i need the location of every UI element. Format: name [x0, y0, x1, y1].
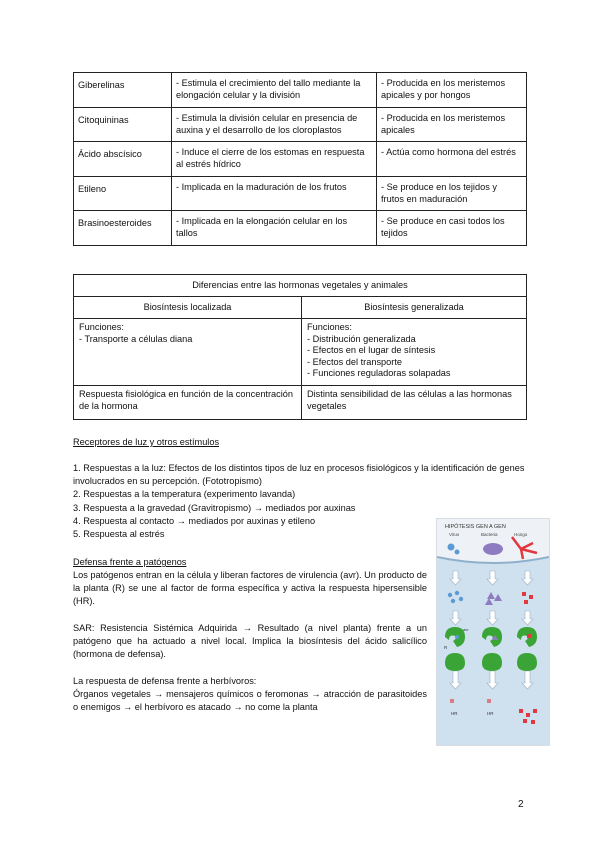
herbivore-text: Órganos vegetales → mensajeros químicos o feromonas → atracción de parasitoides o enemigos → el herbívoro es atacado → no come la planta — [73, 689, 427, 713]
hormone-origin: - Actúa como hormona del estrés — [377, 142, 527, 177]
r-label: R — [444, 645, 448, 650]
receptor-item: 5. Respuesta al estrés — [73, 529, 165, 540]
hormone-row — [74, 142, 527, 177]
hormone-function: - Estimula el crecimiento del tallo mediante la elongación celular y la división — [172, 73, 377, 108]
gene-for-gene-figure — [436, 518, 550, 746]
function-item: - Distribución generalizada — [307, 333, 416, 344]
comparison-title: Diferencias entre las hormonas vegetales y animales — [74, 275, 527, 297]
defense-paragraph: Los patógenos entran en la célula y liberan factores de virulencia (avr). Un producto de la planta (R) se une al factor de forma específica y activa la respuesta hipersensible (HR). — [73, 570, 427, 607]
page-number: 2 — [518, 799, 524, 810]
herbivore-heading: La respuesta de defensa frente a herbívoros: — [73, 676, 257, 686]
label-virus: Virus — [449, 532, 460, 537]
left-functions-label: Funciones: — [79, 322, 124, 332]
hormone-row — [74, 176, 527, 211]
hormone-origin: - Se produce en los tejidos y frutos en maduración — [377, 176, 527, 211]
function-item: - Transporte a células diana — [79, 333, 193, 344]
label-bacteria: Bacteria — [481, 532, 498, 537]
left-header: Biosíntesis localizada — [74, 297, 302, 319]
hormones-table — [73, 72, 527, 246]
hormone-function: - Implicada en la maduración de los frutos — [172, 176, 377, 211]
bacteria-icon — [483, 543, 503, 555]
hr-label-1: HR — [451, 711, 458, 716]
hormone-row — [74, 73, 527, 108]
left-functions-cell — [74, 319, 302, 386]
hormone-row — [74, 211, 527, 246]
figure-title: HIPÓTESIS GEN A GEN — [445, 524, 506, 530]
hormone-name: Ácido abscísico — [74, 142, 172, 177]
cell-cytoplasm — [437, 557, 549, 745]
right-functions-label: Funciones: — [307, 322, 352, 332]
avr-label: avr — [463, 627, 469, 632]
hormone-name: Giberelinas — [74, 73, 172, 108]
hormone-function: - Induce el cierre de los estomas en respuesta al estrés hídrico — [172, 142, 377, 177]
receptors-heading: Receptores de luz y otros estímulos — [73, 437, 220, 447]
hormone-origin: - Se produce en casi todos los tejidos — [377, 211, 527, 246]
function-item: - Efectos del transporte — [307, 356, 402, 367]
hormone-name: Etileno — [74, 176, 172, 211]
hormone-origin: - Producida en los meristemos apicales — [377, 107, 527, 142]
sar-paragraph: SAR: Resistencia Sistémica Adquirida → Resultado (a nivel planta) frente a un patógeno que ha actuado a nivel local. Implica la biosíntesis del ácido salicílico (hormona de defensa). — [73, 623, 427, 660]
receptor-item: 1. Respuestas a la luz: Efectos de los distintos tipos de luz en procesos fisiológicos y la identificación de genes involucrados en su percepción. (Fototropismo) — [73, 463, 525, 487]
hormone-name: Brasinoesteroides — [74, 211, 172, 246]
function-item: - Funciones reguladoras solapadas — [307, 368, 451, 378]
gene-for-gene-diagram — [437, 519, 549, 745]
function-item: - Efectos en el lugar de síntesis — [307, 345, 436, 355]
hormone-function: - Implicada en la elongación celular en los tallos — [172, 211, 377, 246]
hormone-origin: - Producida en los meristemos apicales y por hongos — [377, 73, 527, 108]
right-response: Distinta sensibilidad de las células a las hormonas vegetales — [302, 386, 527, 420]
hr-label-2: HR — [487, 711, 494, 716]
receptor-item: 2. Respuestas a la temperatura (experimento lavanda) — [73, 489, 296, 500]
label-fungus: Hongo — [514, 532, 528, 537]
hormone-row — [74, 107, 527, 142]
receptor-item: 3. Respuesta a la gravedad (Gravitropismo) → mediados por auxinas — [73, 502, 356, 513]
left-functions-list — [79, 334, 296, 346]
right-header: Biosíntesis generalizada — [302, 297, 527, 319]
receptor-item: 4. Respuesta al contacto → mediados por auxinas y etileno — [73, 515, 316, 526]
hormone-name: Citoquininas — [74, 107, 172, 142]
left-response: Respuesta fisiológica en función de la concentración de la hormona — [74, 386, 302, 420]
comparison-table — [73, 274, 527, 420]
defense-heading: Defensa frente a patógenos — [73, 557, 187, 567]
right-functions-list — [307, 334, 521, 380]
hormone-function: - Estimula la división celular en presencia de auxina y el desarrollo de los cloroplastos — [172, 107, 377, 142]
right-functions-cell — [302, 319, 527, 386]
